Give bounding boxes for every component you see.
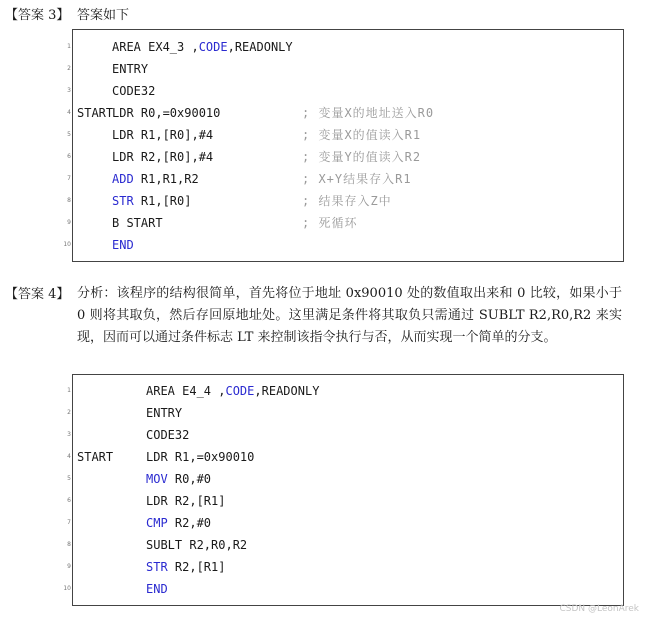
- line-number: 6: [67, 497, 71, 504]
- code-comment: ; 变量X的地址送入R0: [302, 106, 435, 120]
- code-comment: ; 变量Y的值读入R2: [302, 150, 422, 164]
- code-text: R2,#0: [167, 516, 212, 530]
- code-comment: ; 结果存入Z中: [302, 194, 392, 208]
- code-comment: ; 变量X的值读入R1: [302, 128, 422, 142]
- line-number: 7: [67, 175, 71, 182]
- code-instruction: [146, 446, 254, 468]
- line-number: 1: [67, 387, 71, 394]
- line-number: 7: [67, 519, 71, 526]
- code-instruction: [112, 58, 148, 80]
- line-number: 6: [67, 153, 71, 160]
- line-number: 5: [67, 475, 71, 482]
- code-keyword: CODE: [198, 40, 228, 54]
- answer-4-title: 【答案 4】: [5, 287, 70, 302]
- code-line: [67, 512, 623, 534]
- code-instruction: [146, 556, 225, 578]
- line-number: 3: [67, 431, 71, 438]
- line-number: 8: [67, 541, 71, 548]
- code-line: [67, 168, 623, 190]
- code-instruction: [146, 578, 168, 600]
- code-instruction: [112, 234, 134, 256]
- line-number: 4: [67, 453, 71, 460]
- line-number: 3: [67, 87, 71, 94]
- code-line: [67, 490, 623, 512]
- code-block-answer-3: [63, 29, 624, 262]
- code-keyword: MOV: [146, 472, 168, 486]
- code-comment: ; 死循环: [302, 216, 358, 230]
- code-text: R0,#0: [167, 472, 212, 486]
- code-comment: ; X+Y结果存入R1: [302, 172, 412, 186]
- code-text: AREA EX4_3 ,: [112, 40, 199, 54]
- line-number: 10: [63, 585, 71, 592]
- code-text: AREA E4_4 ,: [146, 384, 226, 398]
- code-text: CODE32: [146, 428, 190, 442]
- watermark: CSDN @LeonArek: [559, 604, 639, 614]
- line-number: 9: [67, 219, 71, 226]
- line-number: 5: [67, 131, 71, 138]
- line-number: 1: [67, 43, 71, 50]
- answer-3-title: 【答案 3】: [5, 8, 70, 23]
- code-keyword: STR: [146, 560, 168, 574]
- code-line: [67, 556, 623, 578]
- code-line: [67, 380, 623, 402]
- code-label: START: [77, 450, 114, 464]
- code-instruction: [146, 490, 225, 512]
- code-text: LDR R2,[R1]: [146, 494, 226, 508]
- code-line: [67, 124, 623, 146]
- code-keyword: CODE: [225, 384, 255, 398]
- line-number: 4: [67, 109, 71, 116]
- line-number: 2: [67, 65, 71, 72]
- code-text: B START: [112, 216, 163, 230]
- code-instruction: [146, 424, 189, 446]
- line-number: 2: [67, 409, 71, 416]
- code-instruction: [112, 80, 155, 102]
- code-keyword: END: [112, 238, 134, 252]
- code-text: R1,R1,R2: [133, 172, 199, 186]
- code-text: LDR R2,[R0],#4: [112, 150, 214, 164]
- code-keyword: END: [146, 582, 168, 596]
- code-instruction: [146, 380, 319, 402]
- code-text: R1,[R0]: [133, 194, 192, 208]
- line-number: 10: [63, 241, 71, 248]
- code-keyword: ADD: [112, 172, 134, 186]
- code-keyword: STR: [112, 194, 134, 208]
- code-instruction: [112, 124, 213, 146]
- code-instruction: [146, 402, 182, 424]
- code-line: [67, 102, 623, 124]
- line-number: 9: [67, 563, 71, 570]
- code-instruction: [112, 212, 163, 234]
- code-instruction: [112, 146, 213, 168]
- code-line: [63, 578, 623, 600]
- code-keyword: CMP: [146, 516, 168, 530]
- code-text: LDR R1,[R0],#4: [112, 128, 214, 142]
- code-line: [67, 468, 623, 490]
- code-line: [67, 446, 623, 468]
- code-line: [67, 402, 623, 424]
- code-text: R2,[R1]: [167, 560, 226, 574]
- code-instruction: [146, 534, 247, 556]
- code-text: ENTRY: [112, 62, 149, 76]
- code-line: [67, 190, 623, 212]
- code-line: [67, 80, 623, 102]
- code-instruction: [146, 512, 211, 534]
- code-line: [67, 424, 623, 446]
- code-instruction: [112, 168, 199, 190]
- code-line: [67, 58, 623, 80]
- code-instruction: [112, 102, 220, 124]
- code-label: START: [77, 106, 114, 120]
- code-instruction: [112, 36, 293, 58]
- code-line: [67, 146, 623, 168]
- code-text: LDR R0,=0x90010: [112, 106, 221, 120]
- code-block-answer-4: [63, 374, 624, 606]
- code-line: [67, 212, 623, 234]
- code-instruction: [112, 190, 191, 212]
- line-number: 8: [67, 197, 71, 204]
- code-instruction: [146, 468, 211, 490]
- code-text: ,READONLY: [227, 40, 293, 54]
- answer-3-intro: 答案如下: [77, 8, 130, 23]
- code-line: [67, 36, 623, 58]
- code-text: ,READONLY: [254, 384, 320, 398]
- answer-3-heading: [5, 8, 129, 24]
- answer-4-paragraph: 分析：该程序的结构很简单，首先将位于地址 0x90010 处的数值取出来和 0 比较，如果小于 0 则将其取负，然后存回原地址处。这里满足条件将其取负只需通过 SUBLT R2,R0,R2 来实现，因而可以通过条件标志 LT 来控制该指令执行与否，从而实现一个简单的分支。: [77, 286, 622, 345]
- code-line: [67, 534, 623, 556]
- code-line: [63, 234, 623, 256]
- code-text: ENTRY: [146, 406, 183, 420]
- code-text: SUBLT R2,R0,R2: [146, 538, 248, 552]
- code-text: LDR R1,=0x90010: [146, 450, 255, 464]
- code-text: CODE32: [112, 84, 156, 98]
